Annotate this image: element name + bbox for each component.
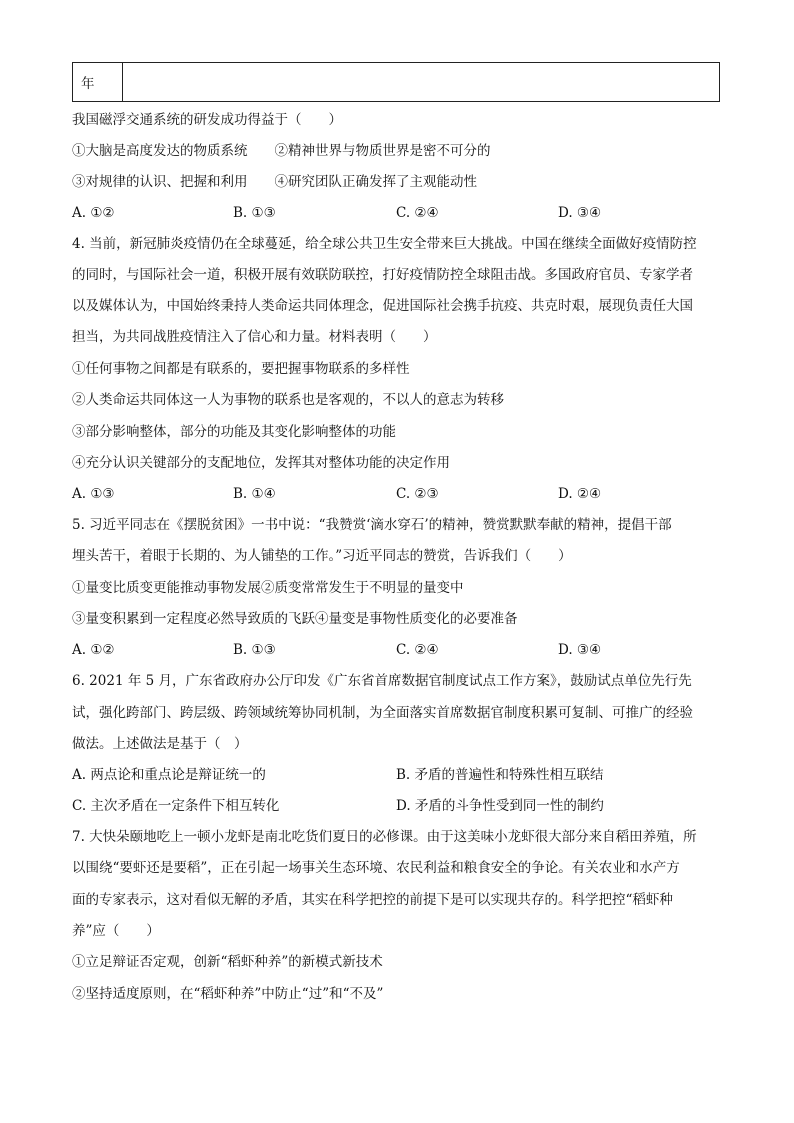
q5-option-a[interactable]: A. ①② — [72, 642, 115, 658]
q7-stem-line-2: 以围绕“要虾还是要稻”，正在引起一场事关生态环境、农民利益和粮食安全的争论。有关农业和水产方 — [72, 860, 680, 876]
q5-option-d[interactable]: D. ③④ — [558, 642, 602, 658]
q4-option-b[interactable]: B. ①④ — [233, 486, 276, 502]
q4-stem-line-3: 以及媒体认为，中国始终秉持人类命运共同体理念，促进国际社会携手抗疫、共克时艰，展现负责任大国 — [72, 298, 693, 314]
q6-option-d[interactable]: D. 矛盾的斗争性受到同一性的制约 — [396, 798, 604, 814]
q4-stem-line-4: 担当，为共同战胜疫情注入了信心和力量。材料表明（ ） — [72, 329, 437, 345]
q4-stem-line-2: 的同时，与国际社会一道，积极开展有效联防联控，打好疫情防控全球阻击战。多国政府官员、专家学者 — [72, 267, 693, 283]
q7-stem-line-3: 面的专家表示，这对看似无解的矛盾，其实在科学把控的前提下是可以实现共存的。科学把控“稻虾种 — [72, 892, 673, 908]
q5-statement-1: ①量变比质变更能推动事物发展②质变常常发生于不明显的量变中 — [72, 580, 464, 596]
q3-statement-1: ①大脑是高度发达的物质系统 ②精神世界与物质世界是密不可分的 — [72, 143, 491, 159]
q6-option-a[interactable]: A. 两点论和重点论是辩证统一的 — [72, 767, 266, 783]
q6-stem-line-3: 做法。上述做法是基于（ ） — [72, 736, 248, 752]
q6-option-c[interactable]: C. 主次矛盾在一定条件下相互转化 — [72, 798, 280, 814]
q7-statement-2: ②坚持适度原则，在“稻虾种养”中防止“过”和“不及” — [72, 986, 384, 1002]
q4-stem-line-1: 4. 当前，新冠肺炎疫情仍在全球蔓延，给全球公共卫生安全带来巨大挑战。中国在继续全面做好疫情防控 — [72, 236, 697, 252]
q4-option-d[interactable]: D. ②④ — [558, 486, 602, 502]
q5-stem-line-2: 埋头苦干，着眼于长期的、为人铺垫的工作。”习近平同志的赞赏，告诉我们（ ） — [72, 548, 572, 564]
q7-stem-line-4: 养”应（ ） — [72, 923, 160, 939]
table-cell-label: 年 — [73, 63, 123, 101]
q3-option-b[interactable]: B. ①③ — [233, 205, 276, 221]
q4-statement-3: ③部分影响整体，部分的功能及其变化影响整体的功能 — [72, 424, 396, 440]
table-cell-blank — [123, 63, 719, 101]
q6-option-b[interactable]: B. 矛盾的普遍性和特殊性相互联结 — [396, 767, 604, 783]
q7-statement-1: ①立足辩证否定观，创新“稻虾种养”的新模式新技术 — [72, 954, 383, 970]
q3-statement-2: ③对规律的认识、把握和利用 ④研究团队正确发挥了主观能动性 — [72, 174, 477, 190]
q5-statement-2: ③量变积累到一定程度必然导致质的飞跃④量变是事物性质变化的必要准备 — [72, 611, 518, 627]
q4-statement-2: ②人类命运共同体这一人为事物的联系也是客观的，不以人的意志为转移 — [72, 392, 504, 408]
q3-stem: 我国磁浮交通系统的研发成功得益于（ ） — [72, 112, 342, 128]
q7-stem-line-1: 7. 大快朵颐地吃上一顿小龙虾是南北吃货们夏日的必修课。由于这美味小龙虾很大部分来自稻田养殖，所 — [72, 829, 697, 845]
q4-option-a[interactable]: A. ①③ — [72, 486, 115, 502]
q3-option-a[interactable]: A. ①② — [72, 205, 115, 221]
q6-stem-line-1: 6. 2021 年 5 月，广东省政府办公厅印发《广东省首席数据官制度试点工作方案》，鼓励试点单位先行先 — [72, 673, 692, 689]
q5-option-b[interactable]: B. ①③ — [233, 642, 276, 658]
q4-statement-1: ①任何事物之间都是有联系的，要把握事物联系的多样性 — [72, 361, 410, 377]
q3-option-d[interactable]: D. ③④ — [558, 205, 602, 221]
q4-option-c[interactable]: C. ②③ — [396, 486, 439, 502]
q4-statement-4: ④充分认识关键部分的支配地位，发挥其对整体功能的决定作用 — [72, 455, 450, 471]
q3-option-c[interactable]: C. ②④ — [396, 205, 439, 221]
q5-stem-line-1: 5. 习近平同志在《摆脱贫困》一书中说：“我赞赏‘滴水穿石’的精神，赞赏默默奉献的精神，提倡干部 — [72, 517, 672, 533]
answer-table-fragment — [72, 62, 720, 102]
q5-option-c[interactable]: C. ②④ — [396, 642, 439, 658]
q6-stem-line-2: 试，强化跨部门、跨层级、跨领域统筹协同机制，为全面落实首席数据官制度积累可复制、可推广的经验 — [72, 705, 693, 721]
